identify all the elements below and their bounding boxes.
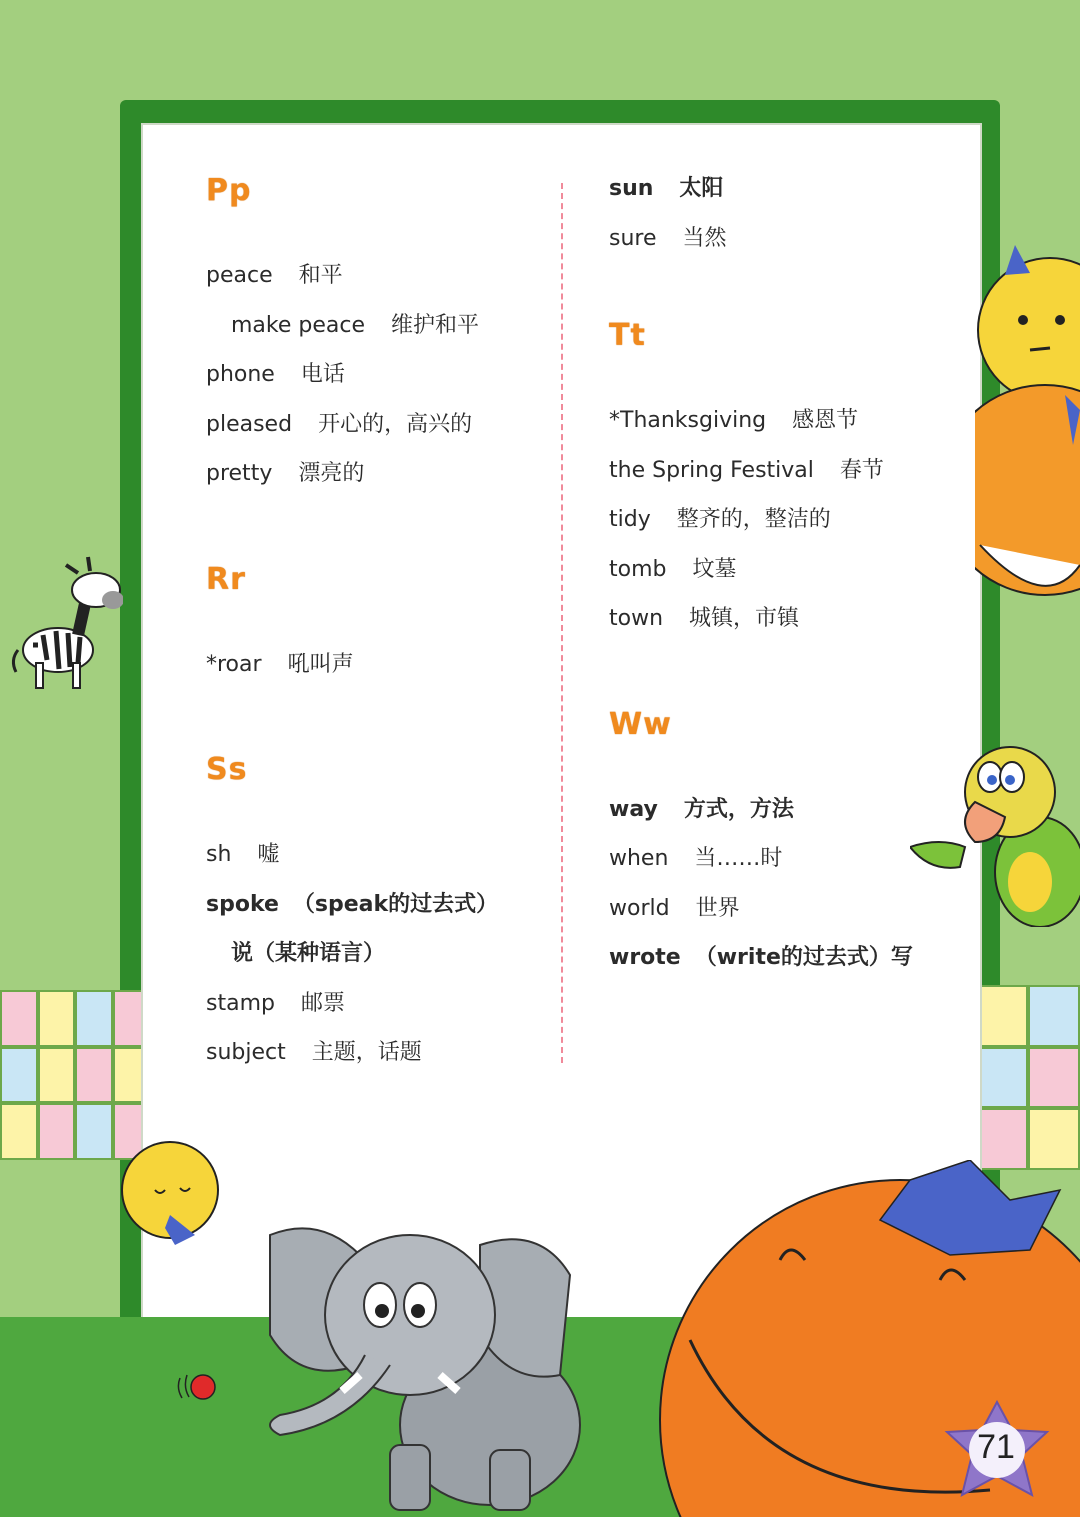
vocab-entry: make peace 维护和平 [231, 312, 480, 338]
vocab-entry: wrote （write的过去式）写 [609, 945, 913, 970]
section-letter-w: Ww [609, 706, 672, 742]
vocab-entry: 说（某种语言） [231, 941, 386, 966]
vocab-entry: pleased 开心的，高兴的 [206, 411, 473, 437]
vocab-entry: spoke （speak的过去式） [206, 891, 499, 917]
checker-tiles-left [0, 990, 150, 1160]
section-letter-s: Ss [206, 752, 248, 787]
vocab-entry: tomb 坟墓 [609, 556, 737, 582]
zebra-illustration [8, 555, 123, 690]
vocab-entry: when 当……时 [609, 846, 783, 871]
vocab-entry: sh 嘘 [206, 842, 280, 867]
section-letter-t: Tt [609, 318, 646, 353]
column-divider [561, 183, 563, 1063]
vocab-entry: tidy 整齐的，整洁的 [609, 507, 831, 532]
vocab-entry: subject 主题，话题 [206, 1040, 422, 1065]
vocab-entry: sure 当然 [609, 225, 727, 251]
elephant-illustration [240, 1215, 600, 1515]
vocab-entry: peace 和平 [206, 263, 343, 288]
vocab-entry: pretty 漂亮的 [206, 461, 365, 486]
vocab-entry: *Thanksgiving 感恩节 [609, 408, 859, 433]
vocab-entry: the Spring Festival 春节 [609, 457, 884, 483]
page-number: 71 [977, 1428, 1015, 1466]
red-ball-illustration [175, 1370, 220, 1405]
vocab-entry: stamp 邮票 [206, 990, 345, 1016]
left-column [206, 168, 546, 1078]
vocab-entry: world 世界 [609, 895, 740, 921]
chick-illustration [115, 1140, 225, 1245]
smiling-fruits-illustration [975, 245, 1080, 615]
vocab-entry: town 城镇，市镇 [609, 606, 800, 631]
vocab-entry: sun 太阳 [609, 176, 724, 201]
vocab-entry: *roar 吼叫声 [206, 651, 354, 677]
section-letter-p: Pp [206, 173, 252, 208]
vocab-entry: phone 电话 [206, 362, 345, 387]
section-letter-r: Rr [206, 561, 246, 597]
vocab-entry: way 方式，方法 [609, 796, 794, 822]
checker-tiles-right [975, 985, 1080, 1170]
parrot-illustration [910, 722, 1080, 927]
